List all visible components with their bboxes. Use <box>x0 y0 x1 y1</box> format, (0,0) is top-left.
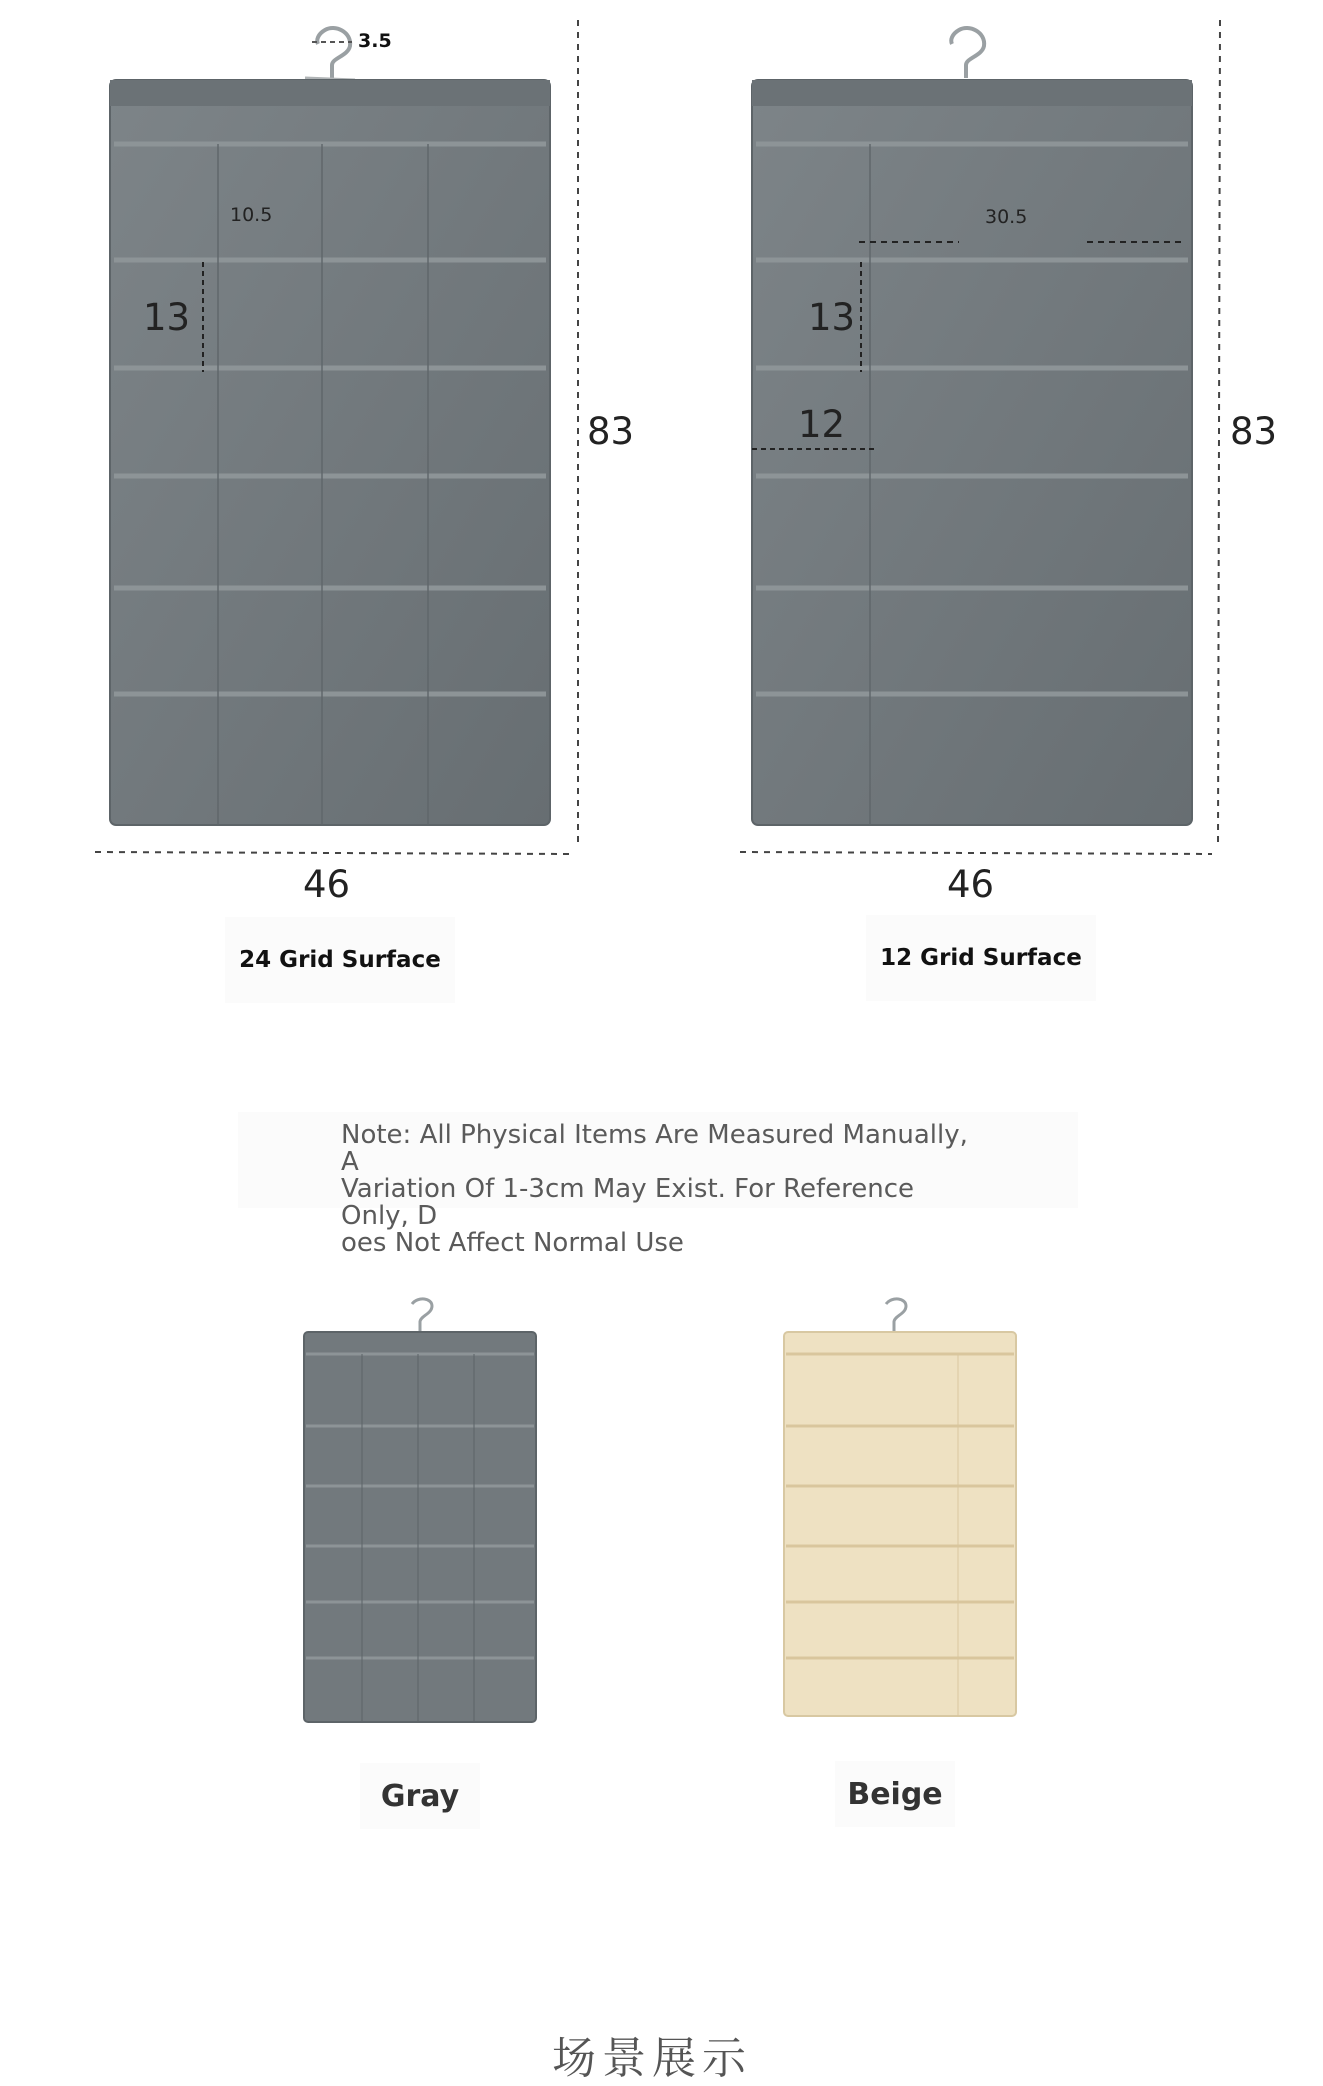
pocket-width-label-12: 30.5 <box>985 206 1028 228</box>
width-label: 46 <box>303 863 351 906</box>
pocket-height-label-12: 13 <box>808 296 856 339</box>
color-option-beige-label: Beige <box>835 1761 955 1827</box>
measurement-note: Note: All Physical Items Are Measured Manually, A Variation Of 1-3cm May Exist. For Reference Only, D oes Not Affect Normal Use <box>341 1120 968 1258</box>
width-label-12: 46 <box>947 863 995 906</box>
hook-size-label: 3.5 <box>358 30 392 52</box>
height-label-12: 83 <box>1230 410 1278 453</box>
right-dimension-lines <box>640 0 1323 900</box>
left-dimension-lines <box>0 0 640 900</box>
side-height-label-12: 12 <box>798 403 846 446</box>
pocket-height-label: 13 <box>143 296 191 339</box>
gray-organizer-image <box>300 1298 540 1728</box>
beige-organizer-image <box>780 1298 1020 1728</box>
scene-display-heading: 场景展示 <box>552 2033 752 2084</box>
caption-12-grid: 12 Grid Surface <box>866 915 1096 1001</box>
height-label: 83 <box>587 410 635 453</box>
pocket-width-label: 10.5 <box>230 204 273 226</box>
color-option-gray-label: Gray <box>360 1763 480 1829</box>
caption-24-grid: 24 Grid Surface <box>225 917 455 1003</box>
